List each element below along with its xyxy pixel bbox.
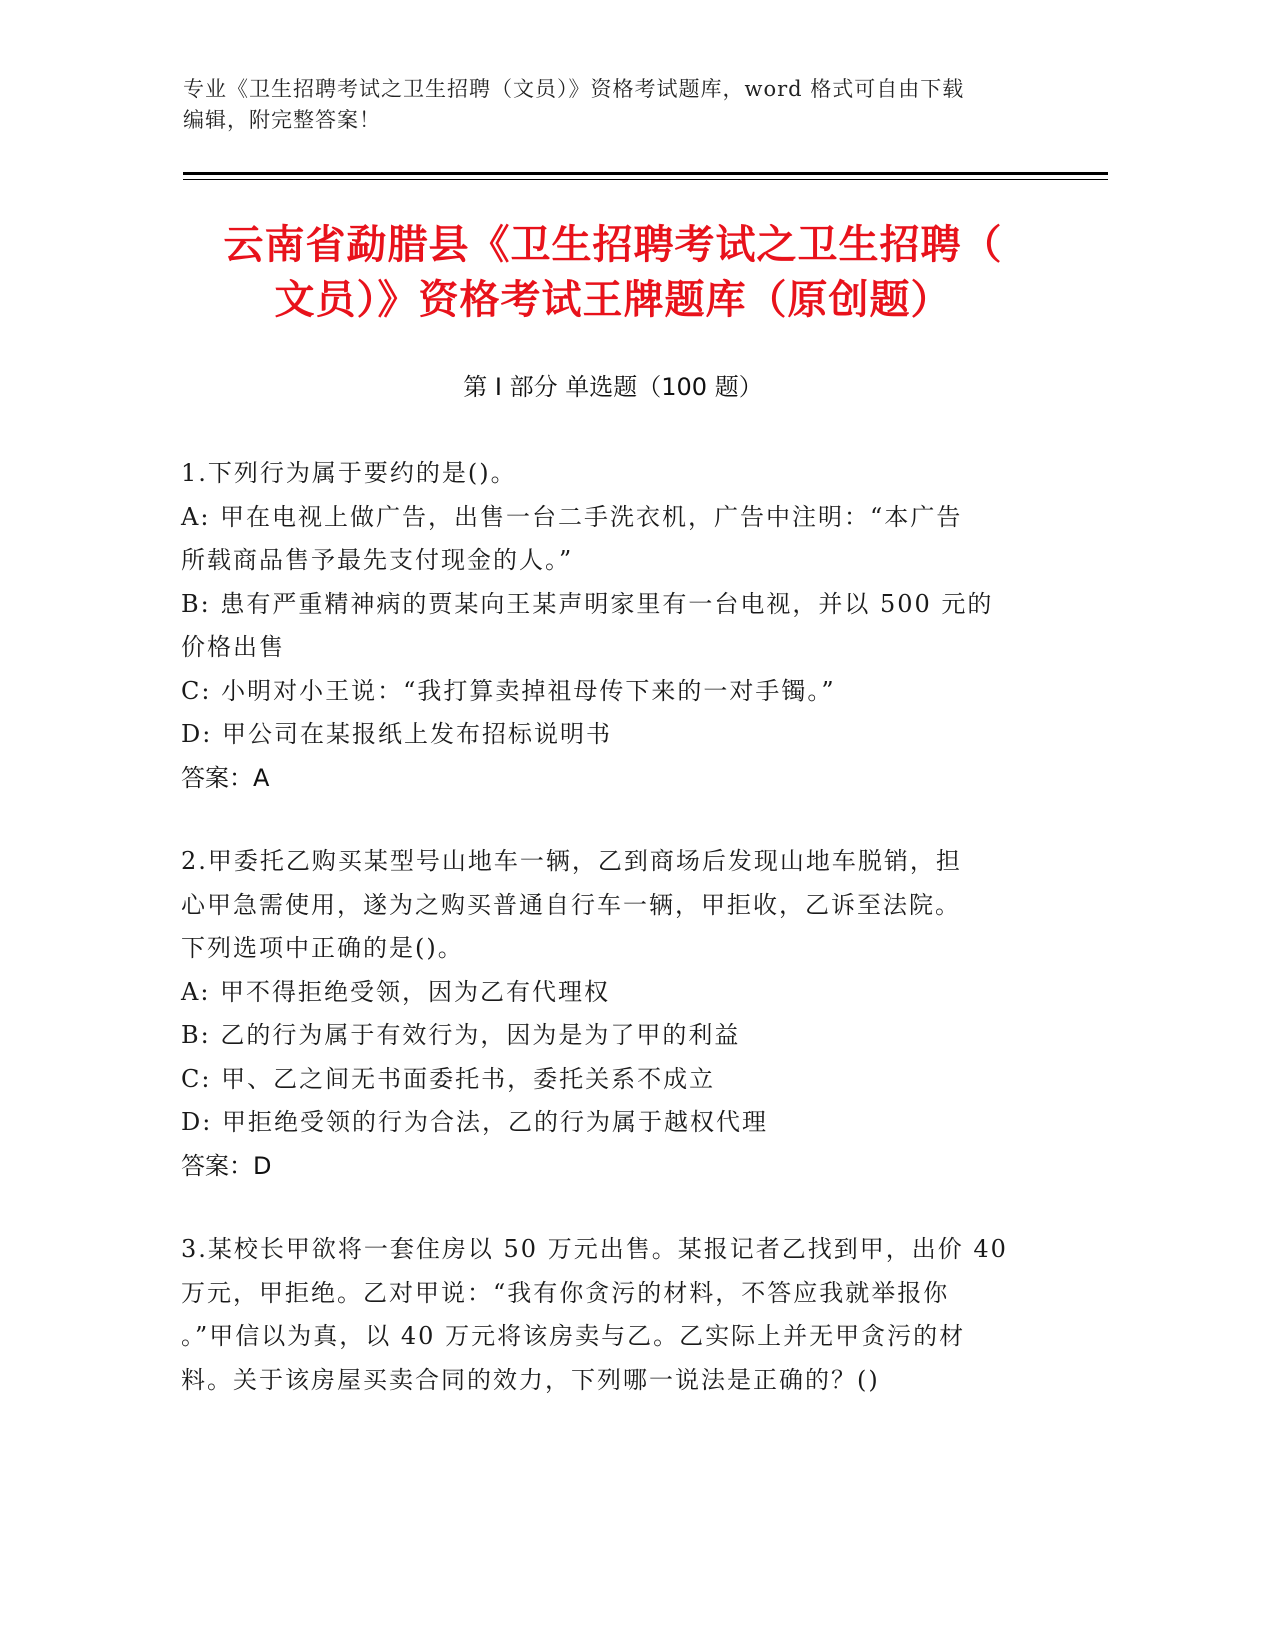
document-title-line: 云南省勐腊县《卫生招聘考试之卫生招聘（ (223, 222, 1003, 268)
document-title (183, 218, 1043, 328)
question-stem-continued: 。”甲信以为真，以 40 万元将该房卖与乙。乙实际上并无甲贪污的材 (181, 1322, 966, 1350)
question-stem: 3.某校长甲欲将一套住房以 50 万元出售。某报记者乙找到甲，出价 40 (181, 1235, 1008, 1263)
question-stem: 2.甲委托乙购买某型号山地车一辆，乙到商场后发现山地车脱销，担 (181, 847, 962, 875)
header-note (183, 74, 1043, 136)
question-2 (181, 840, 1049, 1188)
header-note-line: 专业《卫生招聘考试之卫生招聘（文员）》资格考试题库，word 格式可自由下载 (183, 77, 965, 101)
option-c: C: 甲、乙之间无书面委托书，委托关系不成立 (181, 1064, 716, 1093)
option-b-continued: 价格出售 (181, 633, 285, 661)
question-stem: 1.下列行为属于要约的是()。 (181, 459, 517, 487)
option-a: A: 甲在电视上做广告，出售一台二手洗衣机，广告中注明：“本广告 (181, 502, 963, 531)
option-b: B: 患有严重精神病的贾某向王某声明家里有一台电视，并以 500 元的 (181, 589, 994, 618)
question-3 (181, 1228, 1049, 1402)
header-divider-thick (183, 172, 1108, 175)
question-1 (181, 452, 1049, 800)
document-title-line: 文员）》资格考试王牌题库（原创题） (274, 277, 952, 323)
question-stem-continued: 料。关于该房屋买卖合同的效力，下列哪一说法是正确的？() (181, 1365, 880, 1394)
question-stem-continued: 下列选项中正确的是()。 (181, 934, 464, 962)
option-d: D: 甲拒绝受领的行为合法，乙的行为属于越权代理 (181, 1108, 768, 1136)
option-c: C: 小明对小王说：“我打算卖掉祖母传下来的一对手镯。” (181, 676, 836, 705)
question-stem-continued: 心甲急需使用，遂为之购买普通自行车一辆，甲拒收，乙诉至法院。 (181, 890, 961, 919)
option-a: A: 甲不得拒绝受领，因为乙有代理权 (181, 977, 611, 1006)
answer-label: 答案：D (181, 1151, 272, 1180)
section-title: 第 I 部分 单选题（100 题） (463, 373, 763, 401)
option-a-continued: 所载商品售予最先支付现金的人。” (181, 546, 574, 574)
question-stem-continued: 万元，甲拒绝。乙对甲说：“我有你贪污的材料，不答应我就举报你 (181, 1278, 950, 1307)
question-list (181, 452, 1049, 1442)
answer-label: 答案：A (181, 763, 270, 792)
option-b: B: 乙的行为属于有效行为，因为是为了甲的利益 (181, 1021, 741, 1049)
option-d: D: 甲公司在某报纸上发布招标说明书 (181, 720, 612, 748)
header-note-line: 编辑，附完整答案！ (183, 108, 381, 132)
header-divider-thin (183, 179, 1108, 180)
